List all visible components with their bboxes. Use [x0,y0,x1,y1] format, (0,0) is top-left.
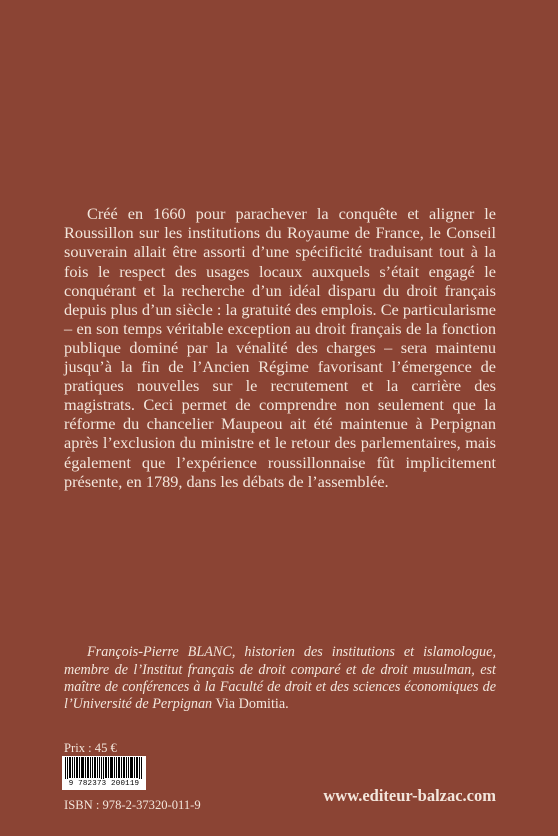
back-cover-blurb: Créé en 1660 pour parachever la conquête et aligner le Roussillon sur les institutions du Royaume de France, le Conseil souverain allait être assorti d’une spécificité traduisant tout à la fois le respect des usages locaux auxquels s’était engagé le conquérant et la recherche d’un idéal disparu du droit français depuis plus d’un siècle : la gratuité des emplois. Ce particularisme – en son temps véritable exception au droit français de la fonction publique dominé par la vénalité des charges – sera maintenu jusqu’à la fin de l’Ancien Régime favorisant l’émergence de pratiques nouvelles sur le recrutement et la carrière des magistrats. Ceci permet de comprendre non seulement que la réforme du chancelier Maupeou ait été maintenue à Perpignan après l’exclusion du ministre et le retour des parlementaires, mais également que l’expérience roussillonnaise fût implicitement présente, en 1789, dans les débats de l’assemblée. [64,204,496,491]
isbn-label: ISBN : 978-2-37320-011-9 [64,798,201,812]
author-bio-italic: François-Pierre BLANC, historien des institutions et islamologue, membre de l’Institut français de droit comparé et de droit musulman, est maître de conférences à la Faculté de droit et des sciences économiques de l’Université de Perpignan [64,644,496,713]
author-bio-university: Via Domitia. [212,696,289,713]
barcode-bars-icon [62,756,146,780]
publisher-website[interactable]: www.editeur-balzac.com [323,786,496,805]
barcode-number: 9 782373 200119 [62,779,146,790]
author-bio [64,644,496,714]
price-label: Prix : 45 € [64,741,117,755]
